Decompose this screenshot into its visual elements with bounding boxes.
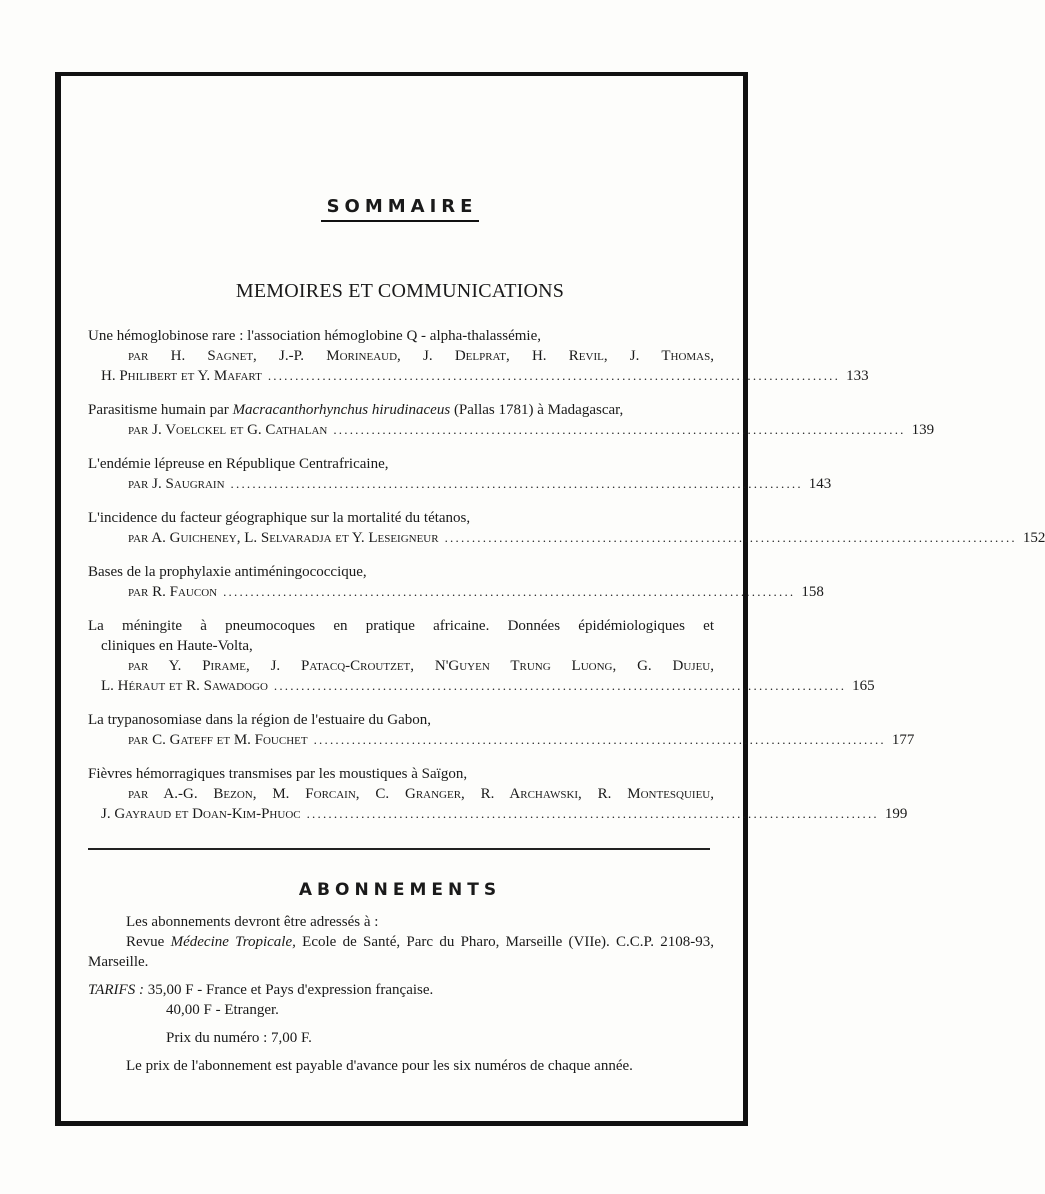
frame-top-border xyxy=(56,72,748,76)
entry-authors: par H. Sagnet, J.-P. Morineaud, J. Delprat, H. Revil, J. Thomas, xyxy=(128,348,714,364)
entry-authors: par R. Faucon xyxy=(128,584,218,600)
frame-left-border xyxy=(55,72,61,1126)
toc-entry xyxy=(88,764,908,824)
entry-title: L'incidence du facteur géographique sur la mortalité du tétanos, xyxy=(88,510,471,526)
toc-entry xyxy=(88,326,869,386)
entry-authors: par Y. Pirame, J. Patacq-Croutzet, N'Guyen Trung Luong, G. Dujeu, xyxy=(128,658,714,674)
sommaire-heading xyxy=(0,196,800,222)
entry-title: L'endémie lépreuse en République Centrafricaine, xyxy=(88,456,389,472)
dot-leader: ......................................................................................................... xyxy=(444,530,1017,545)
dot-leader: ......................................................................................................... xyxy=(223,584,796,599)
entry-title: Bases de la prophylaxie antiméningococcique, xyxy=(88,564,367,580)
dot-leader: ......................................................................................................... xyxy=(306,806,879,821)
sommaire-title: SOMMAIRE xyxy=(321,196,480,222)
tarifs-label: TARIFS : xyxy=(88,982,144,998)
entry-title: La méningite à pneumocoques en pratique africaine. Données épidémiologiques et xyxy=(88,618,714,634)
toc-entry xyxy=(88,508,1045,548)
dot-leader: ......................................................................................................... xyxy=(313,732,886,747)
subscriptions-intro: Les abonnements devront être adressés à : xyxy=(126,914,379,930)
entry-authors: par J. Voelckel et G. Cathalan xyxy=(128,422,328,438)
dot-leader: ......................................................................................................... xyxy=(273,678,847,693)
page-number: 139 xyxy=(911,422,935,438)
page-number: 165 xyxy=(852,678,875,694)
entry-title: Parasitisme humain par Macracanthorhynchus hirudinaceus (Pallas 1781) à Madagascar, xyxy=(88,402,624,418)
page-number: 133 xyxy=(846,368,869,384)
subscriptions-address: Revue Médecine Tropicale, Ecole de Santé, Parc du Pharo, Marseille (VIIe). C.C.P. 2108-93, Marseille. xyxy=(88,934,715,970)
page-number: 177 xyxy=(891,732,915,748)
entry-title: Une hémoglobinose rare : l'association hémoglobine Q - alpha-thalassémie, xyxy=(88,328,541,344)
toc-entry xyxy=(88,710,915,750)
section-divider xyxy=(88,848,710,850)
entry-authors: J. Gayraud et Doan-Kim-Phuoc xyxy=(101,806,301,822)
section-title: MEMOIRES ET COMMUNICATIONS xyxy=(235,280,565,302)
page-number: 158 xyxy=(801,584,824,600)
tarif-line: 40,00 F - Etranger. xyxy=(166,1002,279,1018)
entry-authors: par J. Saugrain xyxy=(128,476,225,492)
subscriptions-heading: ABONNEMENTS xyxy=(298,880,502,900)
tarif-line: TARIFS : 35,00 F - France et Pays d'expression française. xyxy=(88,982,434,998)
payment-note: Le prix de l'abonnement est payable d'avance pour les six numéros de chaque année. xyxy=(126,1058,633,1074)
page-number: 199 xyxy=(884,806,908,822)
frame-bottom-border xyxy=(56,1121,748,1126)
entry-title: cliniques en Haute-Volta, xyxy=(101,638,253,654)
toc-entry xyxy=(88,454,832,494)
entry-title: La trypanosomiase dans la région de l'estuaire du Gabon, xyxy=(88,712,432,728)
page-number: 152 xyxy=(1022,530,1045,546)
toc-entry xyxy=(88,616,875,696)
toc-entry xyxy=(88,400,935,440)
entry-authors: par C. Gateff et M. Fouchet xyxy=(128,732,308,748)
entry-authors: L. Héraut et R. Sawadogo xyxy=(101,678,268,694)
entry-title: Fièvres hémorragiques transmises par les moustiques à Saïgon, xyxy=(88,766,468,782)
entry-authors: par A. Guicheney, L. Selvaradja et Y. Leseigneur xyxy=(128,530,439,546)
subscriptions-block xyxy=(88,912,714,1076)
dot-leader: ......................................................................................................... xyxy=(333,422,906,437)
toc-entry xyxy=(88,562,824,602)
dot-leader: ......................................................................................................... xyxy=(230,476,803,491)
entry-authors: H. Philibert et Y. Mafart xyxy=(101,368,262,384)
page-number: 143 xyxy=(808,476,832,492)
issue-price: Prix du numéro : 7,00 F. xyxy=(166,1030,312,1046)
table-of-contents xyxy=(88,326,1045,838)
dot-leader: ......................................................................................................... xyxy=(267,368,841,383)
entry-authors: par A.-G. Bezon, M. Forcain, C. Granger, R. Archawski, R. Montesquieu, xyxy=(128,786,714,802)
